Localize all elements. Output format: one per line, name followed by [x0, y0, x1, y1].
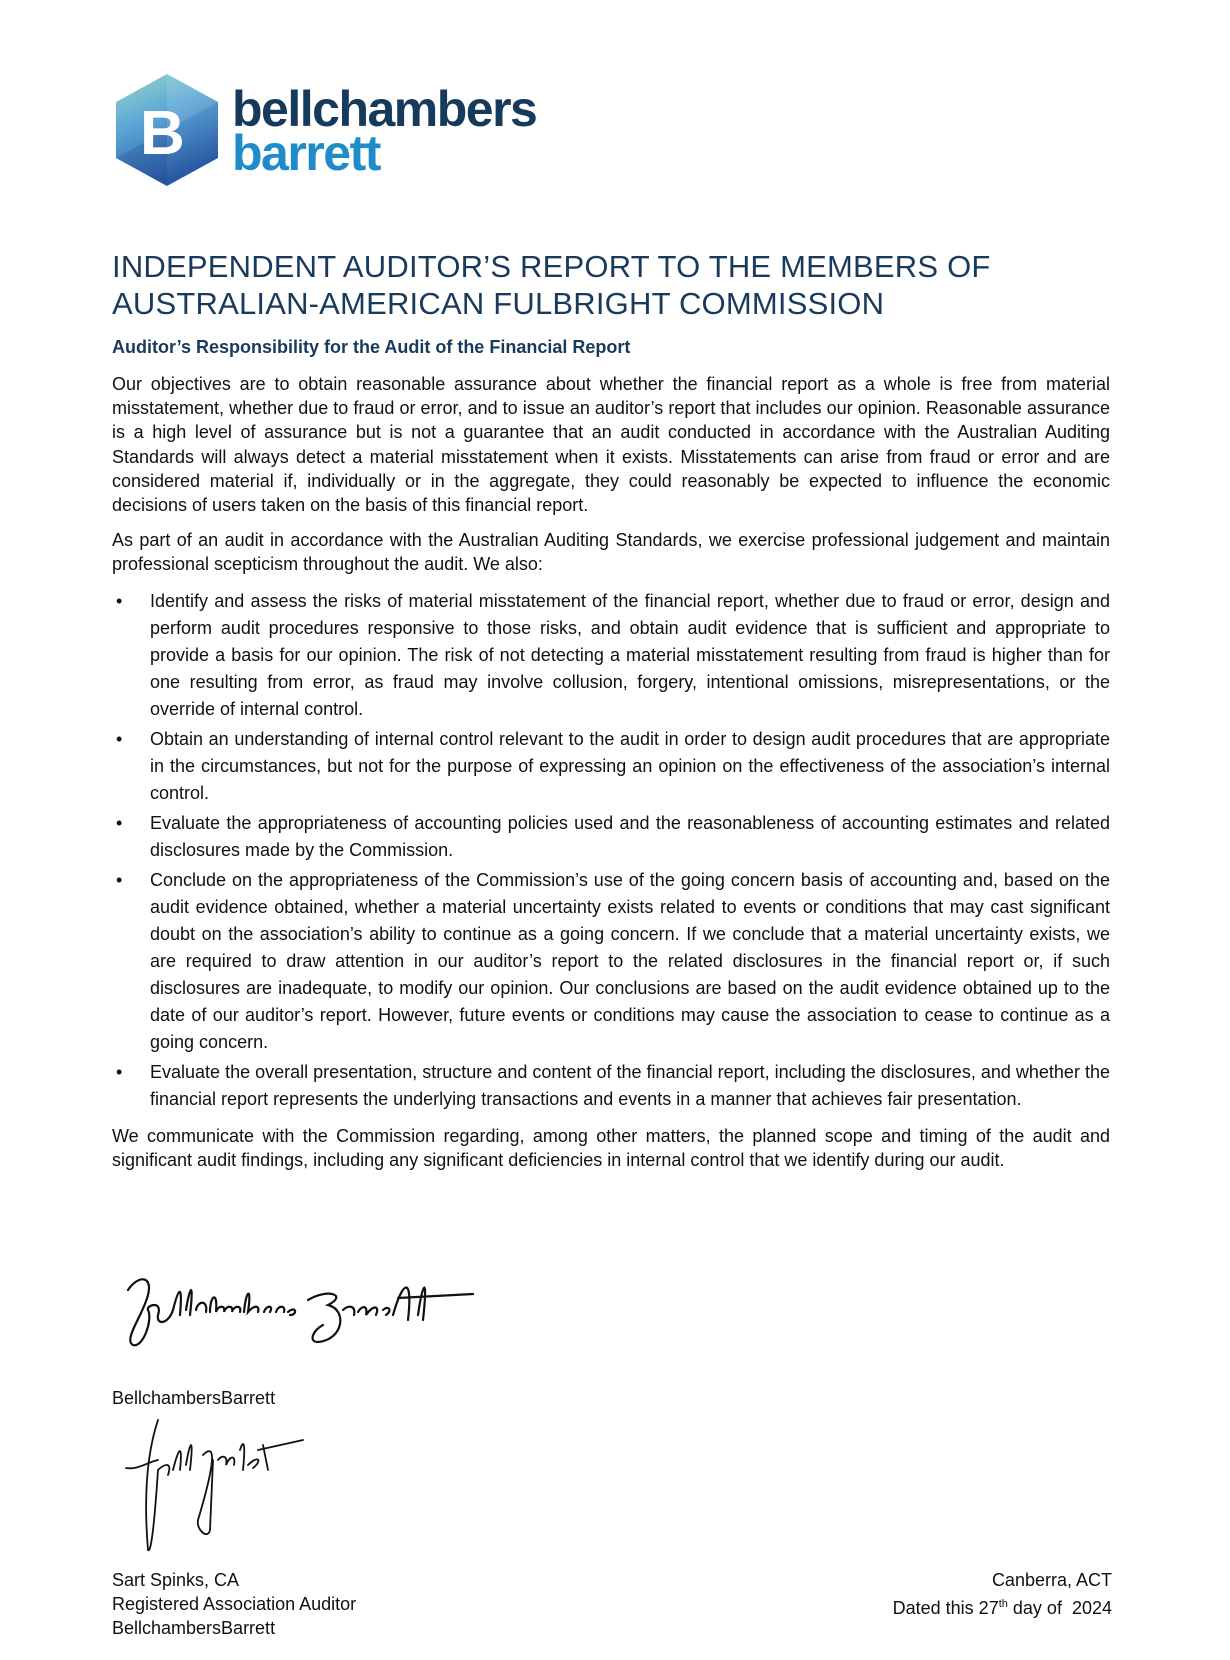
logo-text-bellchambers: bellchambers [232, 81, 537, 137]
paragraph-objectives: Our objectives are to obtain reasonable assurance about whether the financial report as a whole is free from material misstatement, whether due to fraud or error, and to issue an auditor’s report that includes our opinion. Reasonable assurance is a high level of assurance but is not a guarantee that an audit conducted in accordance with the Australian Auditing Standards will always detect a material misstatement when it exists. Misstatements can arise from fraud or error and are considered material if, individually or in the aggregate, they could reasonably be expected to influence the economic decisions of users taken on the basis of this financial report. [112, 374, 1110, 516]
report-title [112, 248, 1112, 322]
bullet-icon: • [116, 869, 123, 890]
signer-firm: BellchambersBarrett [112, 1618, 276, 1638]
bullet-icon: • [116, 812, 123, 833]
list-item: • Conclude on the appropriateness of the Commission’s use of the going concern basis of accounting and, based on the audit evidence obtained, whether a material uncertainty exists related to events or conditions that may cast significant doubt on the association’s ability to continue as a going concern. If we conclude that a material uncertainty exists, we are required to draw attention in our auditor’s report to the related disclosures in the financial report or, if such disclosures are inadequate, to modify our opinion. Our conclusions are based on the audit evidence obtained up to the date of our auditor’s report. However, future events or conditions may cause the association to cease to continue as a going concern. [112, 867, 1110, 1056]
list-item: • Obtain an understanding of internal control relevant to the audit in order to design audit procedures that are appropriate in the circumstances, but not for the purpose of expressing an opinion on the effectiveness of the association’s internal control. [112, 726, 1110, 807]
bullet-icon: • [116, 1061, 123, 1082]
list-item: • Identify and assess the risks of material misstatement of the financial report, whether due to fraud or error, design and perform audit procedures responsive to those risks, and obtain audit evidence that is sufficient and appropriate to provide a basis for our opinion. The risk of not detecting a material misstatement resulting from fraud is higher than for one resulting from error, as fraud may involve collusion, forgery, intentional omissions, misrepresentations, or the override of internal control. [112, 588, 1110, 723]
firm-signature-icon [118, 1270, 488, 1355]
hexagon-logo-icon [112, 72, 222, 188]
signer-role: Registered Association Auditor [112, 1594, 357, 1614]
date-line: Dated this 27th day of 2024 [892, 1598, 1112, 1618]
signer-block [112, 1568, 356, 1640]
company-logo [112, 72, 552, 192]
paragraph-audit-approach: As part of an audit in accordance with the Australian Auditing Standards, we exercise professional judgement and maintain professional scepticism throughout the audit. We also: [112, 530, 1110, 575]
responsibility-list [112, 588, 1110, 1113]
title-line-1: INDEPENDENT AUDITOR’S REPORT TO THE MEMBERS OF [112, 249, 991, 284]
firm-name: BellchambersBarrett [112, 1388, 276, 1408]
bullet-icon: • [116, 728, 123, 749]
signer-name: Sart Spinks, CA [112, 1570, 240, 1590]
list-item: • Evaluate the appropriateness of accounting policies used and the reasonableness of accounting estimates and related disclosures made by the Commission. [112, 810, 1110, 864]
paragraph-communication: We communicate with the Commission regarding, among other matters, the planned scope and timing of the audit and significant audit findings, including any significant deficiencies in internal control that we identify during our audit. [112, 1125, 1110, 1170]
title-line-2: AUSTRALIAN-AMERICAN FULBRIGHT COMMISSION [112, 286, 885, 321]
section-heading: Auditor’s Responsibility for the Audit of the Financial Report [112, 337, 631, 357]
place-date-block [893, 1568, 1112, 1620]
bullet-icon: • [116, 590, 123, 611]
logo-text-barrett: barrett [232, 125, 380, 181]
report-body [112, 372, 1110, 1183]
svg-text:B: B [140, 99, 185, 168]
location: Canberra, ACT [991, 1570, 1112, 1590]
auditor-signature-icon [118, 1410, 308, 1560]
list-item: • Evaluate the overall presentation, structure and content of the financial report, including the disclosures, and whether the financial report represents the underlying transactions and events in a manner that achieves fair presentation. [112, 1059, 1110, 1113]
